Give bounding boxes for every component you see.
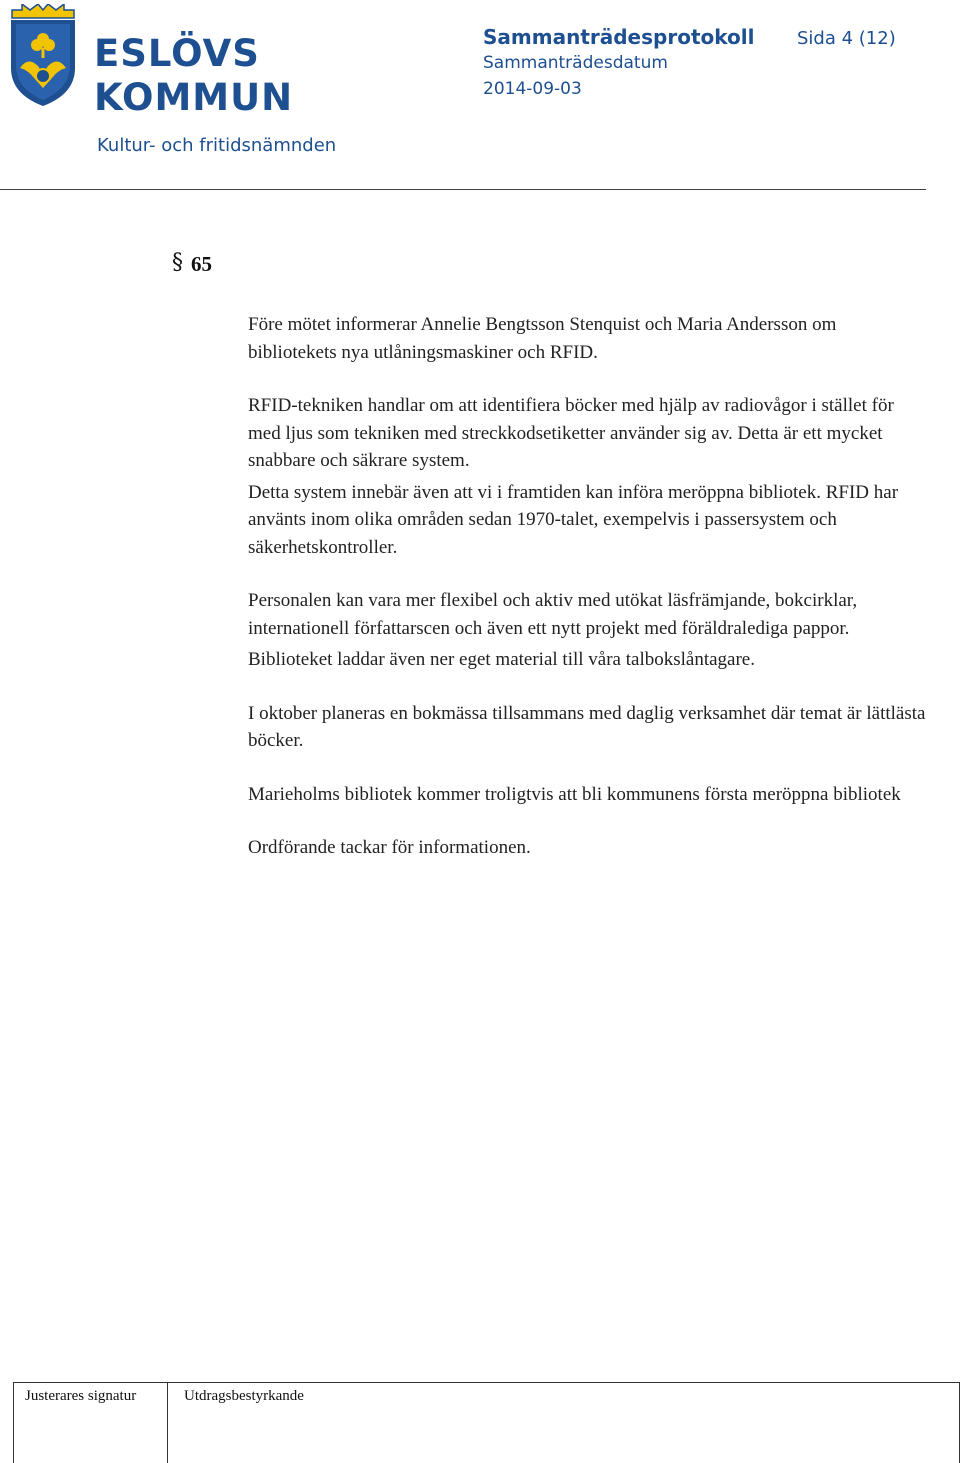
logo-line-2: KOMMUN xyxy=(94,76,294,119)
paragraph-1: Före mötet informerar Annelie Bengtsson Stenquist och Maria Andersson om bibliotekets nya utlåningsmaskiner och RFID. xyxy=(248,314,837,363)
department-name: Kultur- och fritidsnämnden xyxy=(97,135,337,156)
signature-footer xyxy=(13,1382,960,1463)
paragraph-5: Biblioteket laddar även ner eget material till våra talbokslåntagare. xyxy=(248,649,755,670)
logo-line-1: ESLÖVS xyxy=(94,32,260,75)
paragraph-2: RFID-tekniken handlar om att identifiera böcker med hjälp av radiovågor i stället för med ljus som tekniken med streckkodsetiketter använder sig av. Detta är ett mycket snabbare och säkrare system. xyxy=(248,395,894,471)
paragraph-6: I oktober planeras en bokmässa tillsammans med daglig verksamhet där temat är lättlästa böcker. xyxy=(248,702,926,751)
paragraph-8: Ordförande tackar för informationen. xyxy=(248,837,531,858)
paragraph-7: Marieholms bibliotek kommer troligtvis att bli kommunens första meröppna bibliotek xyxy=(248,783,901,805)
certifier-label: Utdragsbestyrkande xyxy=(184,1388,304,1404)
page-number: Sida 4 (12) xyxy=(797,28,896,49)
meeting-date-label: Sammanträdesdatum xyxy=(483,53,668,73)
section-symbol: § xyxy=(172,250,183,275)
municipality-logo xyxy=(8,4,294,119)
crest-icon xyxy=(8,4,78,108)
protocol-title: Sammanträdesprotokoll xyxy=(483,25,755,49)
minutes-body xyxy=(248,311,928,862)
paragraph-3: Detta system innebär även att vi i framtiden kan införa meröppna bibliotek. RFID har använts inom olika områden sedan 1970-talet, exempelvis i passersystem och säkerhetskontroller. xyxy=(248,481,899,558)
section-number: 65 xyxy=(191,252,212,276)
meeting-date: 2014-09-03 xyxy=(483,79,582,99)
signature-label: Justerares signatur xyxy=(25,1388,137,1404)
paragraph-4: Personalen kan vara mer flexibel och aktiv med utökat läsfrämjande, bokcirklar, internationell författarscen och även ett nytt projekt med föräldralediga pappor. xyxy=(248,590,858,639)
footer-divider xyxy=(167,1383,168,1463)
header-divider xyxy=(0,189,926,190)
